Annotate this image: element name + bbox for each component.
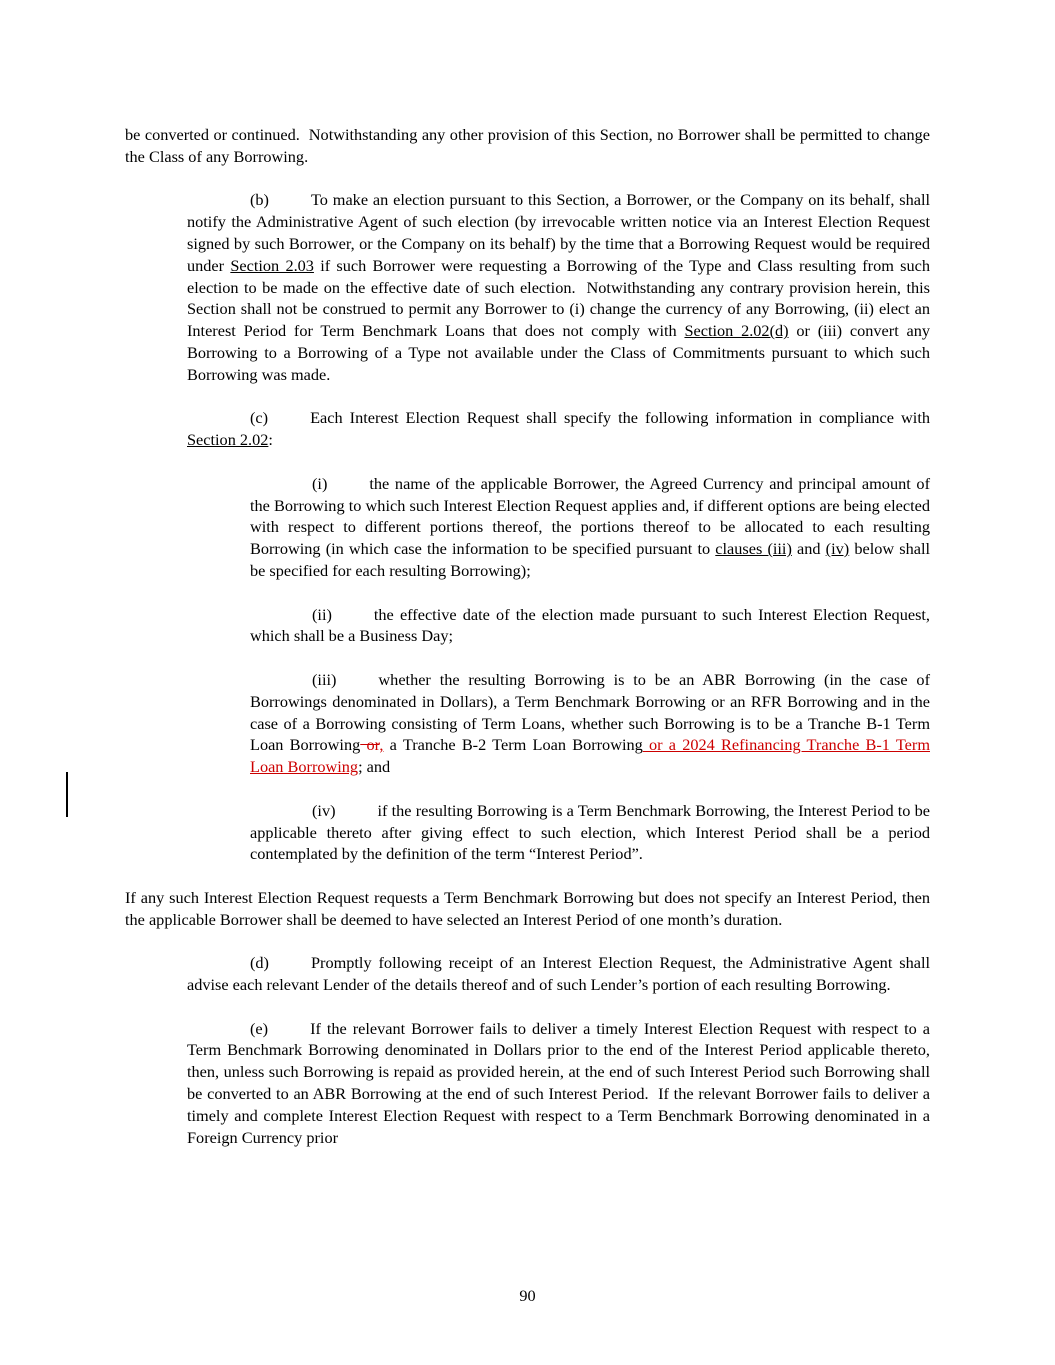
text-run: (i) — [312, 473, 328, 493]
paragraph-e — [187, 1018, 930, 1149]
text-run: : — [268, 430, 273, 450]
change-bar — [66, 772, 68, 817]
clause-iv — [250, 800, 930, 865]
paragraph-d — [187, 952, 930, 996]
text-run: (iii) — [312, 669, 337, 689]
text-run: Section 2.03 — [230, 255, 314, 275]
deleted-text: or — [360, 735, 380, 755]
inserted-text: , — [379, 735, 384, 755]
text-run: Promptly following receipt of an Interest Election Request, the Administrative Agent shall advise each relevant Lender of the details thereof and of such Lender’s portion of each resulting Borrowing. — [187, 953, 930, 995]
text-run: Section 2.02(d) — [684, 321, 789, 341]
text-run: if such Borrower were requesting a Borrowing of the Type and Class resulting from such election to be made on the effective date of such election. Notwithstanding any contrary provision herein, this Section shall not be construed to permit any Borrower to (i) change the currency of any Borrowing, (ii) elect an Interest Period for Term Benchmark Loans that does not comply with — [187, 255, 930, 341]
text-run: (ii) — [312, 604, 332, 624]
hanging-paragraph — [125, 887, 930, 931]
text-run: and — [791, 539, 826, 559]
text-run: a Tranche B-2 Term Loan Borrowing — [383, 735, 643, 755]
text-run: (iv) — [825, 539, 850, 559]
text-run: or (iii) convert any Borrowing to a Borrowing of a Type not available under the Class of Commitments pursuant to which such Borrowing was made. — [187, 321, 931, 384]
text-run: whether the resulting Borrowing is to be an ABR Borrowing (in the case of Borrowings denominated in Dollars), a Term Benchmark Borrowing or an RFR Borrowing and in the case of a Borrowing consisting of Term Loans, whether such Borrowing is to be a Tranche B-1 Term Loan Borrowing — [250, 669, 930, 755]
paragraph-c — [187, 407, 930, 451]
clause-iii — [250, 669, 930, 778]
text-run: below shall be specified for each resulting Borrowing); — [250, 539, 931, 580]
text-run: (e) — [250, 1018, 269, 1038]
text-run: (d) — [250, 953, 269, 973]
text-run: be converted or continued. Notwithstanding any other provision of this Section, no Borrower shall be permitted to change the Class of any Borrowing. — [125, 125, 930, 166]
inserted-text: or a 2024 Refinancing Tranche B-1 Term Loan Borrowing — [250, 735, 930, 777]
text-run: (iv) — [312, 800, 336, 820]
document-body — [125, 124, 930, 1170]
text-run: (b) — [250, 190, 269, 210]
text-run: (c) — [250, 408, 269, 428]
text-run: If the relevant Borrower fails to deliver a timely Interest Election Request with respect to a Term Benchmark Borrowing denominated in Dollars prior to the end of the Interest Period applicable thereto, then, unless such Borrowing is repaid as provided herein, at the end of such Interest Period such Borrowing shall be converted to an ABR Borrowing at the end of such Interest Period. If the relevant Borrower fails to deliver a timely and complete Interest Election Request with respect to a Term Benchmark Borrowing denominated in a Foreign Currency prior — [187, 1018, 930, 1147]
text-run: If any such Interest Election Request requests a Term Benchmark Borrowing but does not specify an Interest Period, then the applicable Borrower shall be deemed to have selected an Interest Period of one month’s duration. — [125, 887, 930, 929]
page-number: 90 — [519, 1286, 536, 1306]
text-run: Each Interest Election Request shall specify the following information in compliance with — [310, 408, 930, 428]
text-run: ; and — [358, 757, 391, 777]
text-run: Section 2.02 — [187, 430, 269, 450]
continuation-paragraph — [125, 124, 930, 168]
clause-ii — [250, 604, 930, 648]
text-run: if the resulting Borrowing is a Term Benchmark Borrowing, the Interest Period to be applicable thereto after giving effect to such election, which Interest Period shall be a period contemplated by the definition of the term “Interest Period”. — [250, 800, 930, 864]
text-run: the name of the applicable Borrower, the Agreed Currency and principal amount of the Borrowing to which such Interest Election Request applies and, if different options are being elected with respect to different portions thereof, the portions thereof to be allocated to each resulting Borrowing (in which case the information to be specified pursuant to — [250, 473, 930, 559]
text-run: clauses (iii) — [715, 539, 792, 559]
text-run: To make an election pursuant to this Section, a Borrower, or the Company on its behalf, shall notify the Administrative Agent of such election (by irrevocable written notice via an Interest Election Request signed by such Borrower, or the Company on its behalf) by the time that a Borrowing Request would be required under — [187, 190, 930, 275]
clause-i — [250, 473, 930, 582]
paragraph-b — [187, 189, 930, 385]
text-run: the effective date of the election made pursuant to such Interest Election Request, which shall be a Business Day; — [250, 604, 930, 646]
